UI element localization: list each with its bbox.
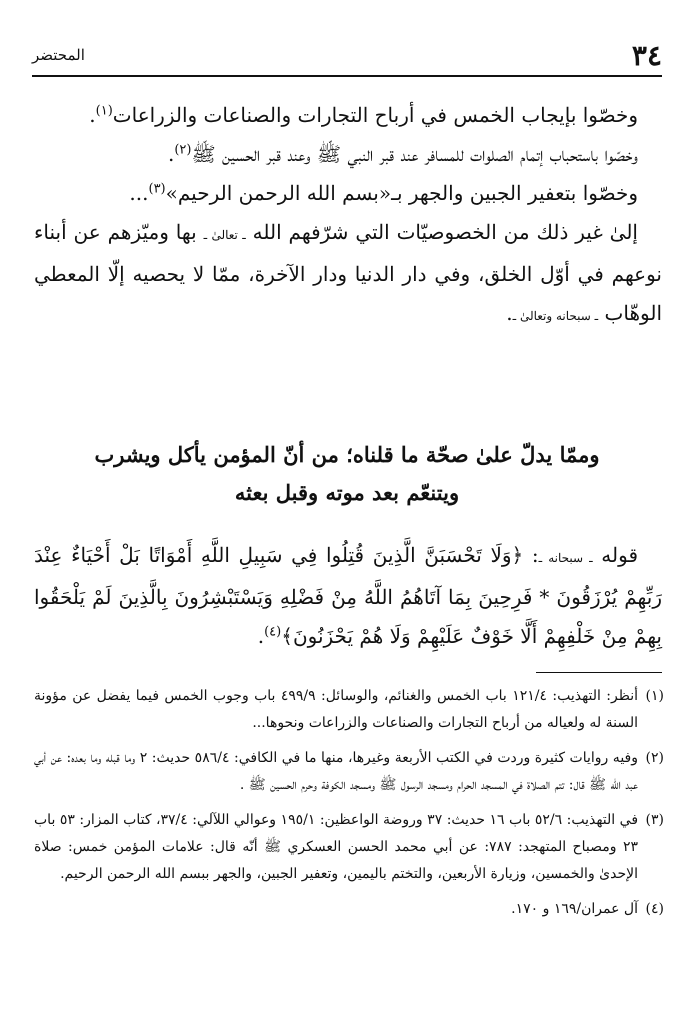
paragraph-1-text: وخصّوا بإيجاب الخمس في أرباح التجارات والصناعات والزراعات bbox=[112, 103, 638, 127]
paragraph-3-tail: ... bbox=[129, 181, 149, 205]
footnote-number: (٢) bbox=[645, 750, 664, 766]
page-header bbox=[32, 38, 662, 72]
footnote-text: وفيه روايات كثيرة وردت في الكتب الأربعة وغيرها، منها ما في الكافي: ٥٨٦/٤ حديث: ٢ وما قبله وما بعده: عن أبي عبد الله ﷺ قال: تتم الصلاة في المسجد الحرام ومسجد الرسول ﷺ ومسجد الكوفة وحرم الحسين ﷺ . bbox=[34, 750, 638, 793]
footnote-ref-3[interactable]: (٣) bbox=[148, 181, 166, 197]
paragraph-1: وخصّوا بإيجاب الخمس في أرباح التجارات والصناعات والزراعات$^{(١)}$. bbox=[89, 103, 638, 127]
footnote-text: في التهذيب: ٥٢/٦ باب ١٦ حديث: ٣٧ وروضة الواعظين: ١٩٥/١ وعوالي اللآلي: ٣٧/٤، كتاب المزار: ٥٣ باب ٢٣ ومصباح المتهجد: ٧٨٧: عن أبي محمد الحسن العسكري ﷺ أنّه قال: علامات المؤمن خمس: صلاة الإحدىٰ والخمسين، وزيارة الأربعين، والتختم باليمين، وتعفير الجبين، والجهر ببسم الله الرحمن الرحيم. bbox=[34, 812, 639, 882]
verse-end: . bbox=[257, 624, 265, 648]
footnote-ref-2[interactable]: (٢) bbox=[174, 142, 192, 158]
verse-lead: قوله bbox=[592, 543, 639, 567]
footnote-item bbox=[34, 807, 664, 888]
section-heading-line-1: وممّا يدلّ علىٰ صحّة ما قلناه؛ من أنّ المؤمن يأكل ويشرب bbox=[94, 442, 600, 467]
page-number: ٣٤ bbox=[631, 38, 662, 72]
paragraph-3 bbox=[34, 174, 662, 213]
footnote-item bbox=[34, 745, 664, 799]
running-title: المحتضر bbox=[32, 46, 85, 64]
footnote-item bbox=[34, 683, 664, 737]
paragraph-4-part-b: ـ تعالىٰ ـ bbox=[203, 228, 246, 242]
paragraph-2: وخصّوا باستحباب إتمام الصلوات للمسافر عند قبر النبي ﷺ وعند قبر الحسين ﷺ$^{(٢)}$. bbox=[167, 142, 638, 166]
paragraph-3-text: وخصّوا بتعفير الجبين والجهر بـ«بسم الله الرحمن الرحيم» bbox=[165, 181, 638, 205]
section-heading bbox=[40, 436, 654, 512]
paragraph-4 bbox=[34, 213, 662, 336]
footnote-number: (٣) bbox=[645, 812, 664, 828]
footnote-ref-1[interactable]: (١) bbox=[95, 103, 113, 119]
paragraph-4-part-d: ـ سبحانه وتعالىٰ ـ bbox=[512, 309, 599, 323]
main-text bbox=[34, 96, 662, 336]
paragraph-4-part-e: . bbox=[506, 301, 513, 325]
verse-paragraph bbox=[34, 536, 662, 656]
footnote-text: أنظر: التهذيب: ١٢١/٤ باب الخمس والغنائم، والوسائل: ٤٩٩/٩ باب وجوب الخمس فيما يفضل عن مؤونة السنة له ولعياله من أرباح التجارات والصناعات والزراعات ونحوها... bbox=[34, 688, 638, 731]
paragraph-4-part-c: بها وميّزهم عن أبناء نوعهم في أوّل الخلق، وفي دار الدنيا ودار الآخرة، ممّا لا يحصيه إلّا المعطي الوهّاب bbox=[34, 220, 662, 325]
footnote-ref-4[interactable]: (٤) bbox=[264, 624, 282, 640]
footnote-number: (٤) bbox=[645, 901, 664, 917]
verse-text: : ﴿وَلَا تَحْسَبَنَّ الَّذِينَ قُتِلُوا فِي سَبِيلِ اللَّهِ أَمْوَاتًا بَلْ أَحْيَاءٌ عِنْدَ رَبِّهِمْ يُرْزَقُونَ * فَرِحِينَ بِمَا آتَاهُمُ اللَّهُ مِنْ فَضْلِهِ وَيَسْتَبْشِرُونَ بِالَّذِينَ لَمْ يَلْحَقُوا بِهِمْ مِنْ خَلْفِهِمْ أَلَّا خَوْفٌ عَلَيْهِمْ وَلَا هُمْ يَحْزَنُونَ﴾ bbox=[34, 543, 662, 648]
verse-lead-small: ـ سبحانه ـ bbox=[538, 551, 593, 565]
footnote-separator bbox=[536, 672, 662, 673]
header-rule bbox=[32, 75, 662, 77]
footnotes bbox=[34, 683, 664, 931]
footnote-item bbox=[34, 896, 664, 923]
footnote-text: آل عمران/١٦٩ و ١٧٠. bbox=[511, 901, 638, 917]
paragraph-4-part-a: إلىٰ غير ذلك من الخصوصيّات التي شرّفهم الله bbox=[245, 220, 638, 244]
quran-verse-block bbox=[34, 536, 662, 656]
paragraph-2-text: وخصّوا باستحباب إتمام الصلوات للمسافر عند قبر النبي ﷺ وعند قبر الحسين ﷺ bbox=[191, 142, 638, 166]
section-heading-line-2: ويتنعّم بعد موته وقبل بعثه bbox=[234, 480, 460, 505]
footnote-number: (١) bbox=[645, 688, 664, 704]
